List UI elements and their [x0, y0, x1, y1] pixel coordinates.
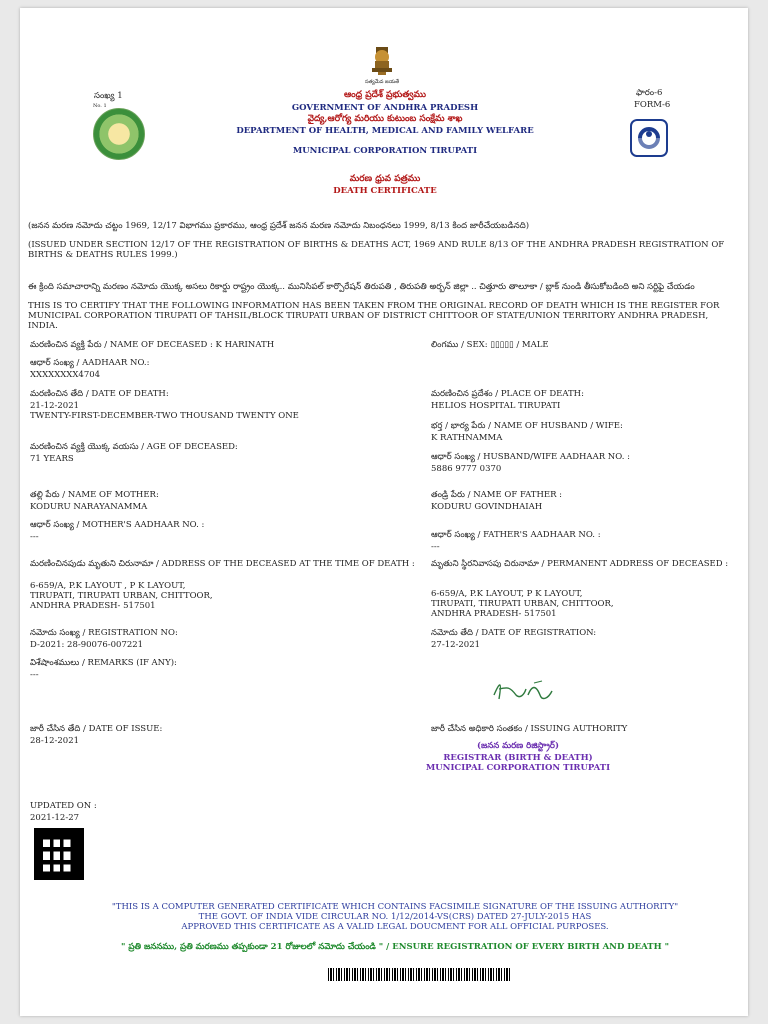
updated-label: UPDATED ON : — [30, 801, 97, 811]
father-aadhaar-label: ఆధార్ సంఖ్య / FATHER'S AADHAAR NO. : — [431, 530, 601, 540]
ap-government-logo — [93, 108, 145, 160]
deceased-label: మరణించిన వ్యక్తి పేరు / NAME OF DECEASED : K HARINATH — [30, 340, 275, 350]
gov-en: GOVERNMENT OF ANDHRA PRADESH — [291, 103, 479, 113]
father-label: తండ్రి పేరు / NAME OF FATHER : — [431, 490, 563, 500]
sex-label: లింగము / SEX: ▯▯▯▯▯ / MALE — [431, 340, 549, 350]
barcode-icon — [328, 968, 510, 981]
serial-en: No. 1 — [93, 103, 107, 109]
authority-label: జారీ చేసిన అధికారి సంతకం / ISSUING AUTHORITY — [431, 724, 628, 734]
footer-line-2: THE GOVT. OF INDIA VIDE CIRCULAR NO. 1/12/2014-VS(CRS) DATED 27-JULY-2015 HAS — [198, 912, 592, 922]
dept-en: DEPARTMENT OF HEALTH, MEDICAL AND FAMILY WELFARE — [236, 126, 534, 136]
perm-address-line-1: 6-659/A, P.K LAYOUT, P K LAYOUT, — [431, 589, 583, 599]
spouse-aadhaar-value: 5886 9777 0370 — [431, 464, 502, 474]
certificate-page — [20, 8, 748, 1016]
serial-te: సంఖ్య 1 — [94, 91, 123, 101]
spouse-label: భర్త / భార్య పేరు / NAME OF HUSBAND / WIFE: — [431, 421, 623, 431]
registrar-te: (జనన మరణ రిజిస్ట్రార్) — [477, 741, 559, 751]
perm-address-line-3: ANDHRA PRADESH- 517501 — [431, 609, 557, 619]
gov-te: ఆంధ్ర ప్రదేశ్ ప్రభుత్వము — [343, 90, 427, 100]
footer-line-3: APPROVED THIS CERTIFICATE AS A VALID LEGAL DOUCMENT FOR ALL OFFICIAL PURPOSES. — [181, 922, 609, 932]
mother-value: KODURU NARAYANAMMA — [30, 502, 148, 512]
address-line-3: ANDHRA PRADESH- 517501 — [30, 601, 156, 611]
issue-date-value: 28-12-2021 — [30, 736, 80, 746]
perm-address-label: మృతుని స్థిరనివాసపు చిరునామా / PERMANENT ADDRESS OF DECEASED : — [431, 559, 729, 569]
age-value: 71 YEARS — [30, 454, 74, 464]
certify-te: ఈ క్రింది సమాచారాన్ని మరణం నమోదు యొక్క అసలు రికార్డు రాష్ట్రం యొక్క.. మునిసిపల్ కార్పొరేషన్ తిరుపతి , తిరుపతి అర్బన్ జిల్లా .. చిత్తూరు తాలూకా / బ్లాక్ నుండి తీసుకోబడింది అని సర్టిఫై చేయడం — [28, 282, 695, 292]
regno-label: నమోదు సంఖ్య / REGISTRATION NO: — [30, 628, 178, 638]
remarks-value: --- — [30, 670, 39, 680]
title-en: DEATH CERTIFICATE — [333, 186, 437, 196]
registrar-en: REGISTRAR (BIRTH & DEATH) — [443, 753, 593, 763]
address-line-2: TIRUPATI, TIRUPATI URBAN, CHITTOOR, — [30, 591, 213, 601]
pod-value: HELIOS HOSPITAL TIRUPATI — [431, 401, 561, 411]
national-emblem-icon — [362, 43, 402, 83]
updated-value: 2021-12-27 — [30, 813, 80, 823]
footer-line-1: "THIS IS A COMPUTER GENERATED CERTIFICATE WHICH CONTAINS FACSIMILE SIGNATURE OF THE ISSUING AUTHORITY" — [111, 902, 679, 912]
mother-aadhaar-value: --- — [30, 532, 39, 542]
spouse-value: K RATHNAMMA — [431, 433, 503, 443]
spouse-aadhaar-label: ఆధార్ సంఖ్య / HUSBAND/WIFE AADHAAR NO. : — [431, 452, 630, 462]
issue-date-label: జారీ చేసిన తేది / DATE OF ISSUE: — [30, 724, 163, 734]
emblem-caption: సత్యమేవ జయతే — [364, 79, 400, 85]
pod-label: మరణించిన ప్రదేశం / PLACE OF DEATH: — [431, 389, 584, 399]
regdate-label: నమోదు తేది / DATE OF REGISTRATION: — [431, 628, 597, 638]
father-aadhaar-value: --- — [431, 542, 440, 552]
registrar-corp: MUNICIPAL CORPORATION TIRUPATI — [425, 763, 611, 773]
certify-en: THIS IS TO CERTIFY THAT THE FOLLOWING INFORMATION HAS BEEN TAKEN FROM THE ORIGINAL RECORD OF DEATH WHICH IS THE REGISTER FOR MUNICIPAL CORPORATION TIRUPATI OF TAHSIL/BLOCK TIRUPATI URBAN OF DISTRICT CHITTOOR OF STATE/UNION TERRITORY ANDHRA PRADESH, INDIA. — [28, 301, 720, 331]
dod-label: మరణించిన తేది / DATE OF DEATH: — [30, 389, 169, 399]
title-te: మరణ ధ్రువ పత్రము — [349, 174, 421, 184]
aadhaar-label: ఆధార్ సంఖ్య / AADHAAR NO.: — [30, 358, 150, 368]
corp-en: MUNICIPAL CORPORATION TIRUPATI — [292, 146, 478, 156]
signature-icon — [490, 677, 556, 705]
footer-line-4: " ప్రతి జననము, ప్రతి మరణము తప్పకుండా 21 రోజులలో నమోదు చేయండి " / ENSURE REGISTRATION OF EVERY BIRTH AND DEATH " — [120, 942, 669, 952]
mother-label: తల్లి పేరు / NAME OF MOTHER: — [30, 490, 159, 500]
registration-logo-icon — [630, 119, 668, 157]
regno-value: D-2021: 28-90076-007221 — [30, 640, 144, 650]
father-value: KODURU GOVINDHAIAH — [431, 502, 543, 512]
form-en: FORM-6 — [634, 100, 671, 110]
mother-aadhaar-label: ఆధార్ సంఖ్య / MOTHER'S AADHAAR NO. : — [30, 520, 205, 530]
age-label: మరణించిన వ్యక్తి యొక్క వయసు / AGE OF DECEASED: — [30, 442, 238, 452]
form-te: ఫారం-6 — [636, 88, 663, 98]
dod-value-1: 21-12-2021 — [30, 401, 80, 411]
aadhaar-value: XXXXXXXX4704 — [30, 370, 101, 380]
regdate-value: 27-12-2021 — [431, 640, 481, 650]
address-line-1: 6-659/A, P.K LAYOUT , P K LAYOUT, — [30, 581, 186, 591]
issued-te: (జనన మరణ నమోదు చట్టం 1969, 12/17 విభాగము ప్రకారము, ఆంధ్ర ప్రదేశ్ జనన మరణ నమోదు నిబంధనలు 1999, 8/13 కింద జారీచేయబడినది) — [28, 221, 530, 231]
remarks-label: విశేషాంశములు / REMARKS (IF ANY): — [30, 658, 177, 668]
qr-code-icon — [34, 828, 84, 880]
dod-value-2: TWENTY-FIRST-DECEMBER-TWO THOUSAND TWENTY ONE — [30, 411, 299, 421]
dept-te: వైద్య,ఆరోగ్య మరియు కుటుంబ సంక్షేమ శాఖ — [307, 114, 463, 124]
address-label: మరణించినపుడు మృతుని చిరునామా / ADDRESS OF THE DECEASED AT THE TIME OF DEATH : — [30, 559, 415, 569]
issued-en: (ISSUED UNDER SECTION 12/17 OF THE REGISTRATION OF BIRTHS & DEATHS ACT, 1969 AND RULE 8/13 OF THE ANDHRA PRADESH REGISTRATION OF BIRTHS & DEATHS RULES 1999.) — [28, 240, 725, 260]
perm-address-line-2: TIRUPATI, TIRUPATI URBAN, CHITTOOR, — [431, 599, 614, 609]
